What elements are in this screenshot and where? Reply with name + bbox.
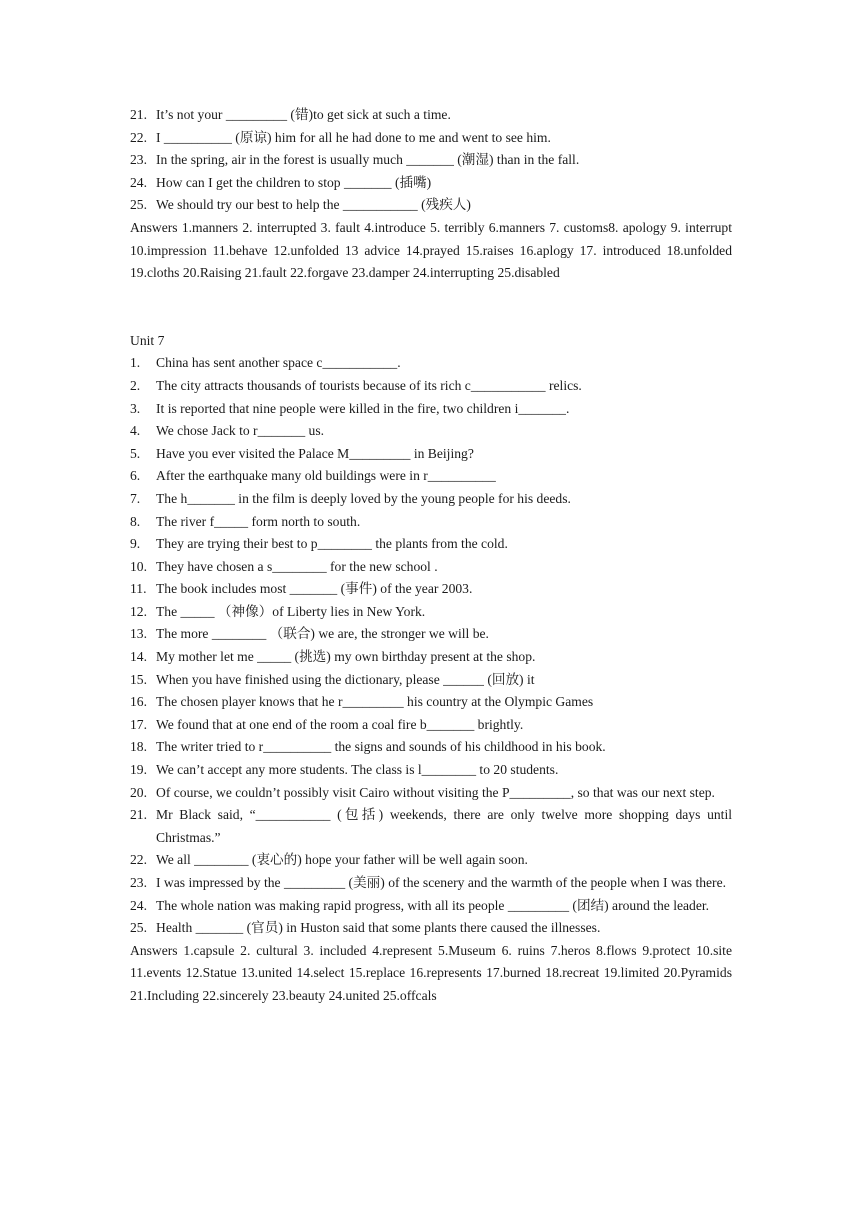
- exercise-number: 10.: [130, 558, 147, 574]
- exercise-item: [130, 578, 732, 601]
- exercise-number: 24.: [130, 897, 147, 913]
- exercise-number: 21.: [130, 807, 147, 823]
- exercise-number: 25.: [130, 197, 147, 213]
- exercise-number: 15.: [130, 671, 147, 687]
- exercise-number: 23.: [130, 875, 147, 890]
- exercise-item: [130, 804, 732, 849]
- exercise-number: 2.: [130, 377, 141, 393]
- exercise-item: [130, 127, 732, 150]
- exercise-item: [130, 895, 732, 918]
- exercise-sentence: It’s not your _________ (错)to get sick at such a time.: [156, 107, 451, 122]
- exercise-sentence: How can I get the children to stop _______ (插嘴): [156, 174, 432, 190]
- exercise-sentence: They have chosen a s________ for the new school .: [156, 558, 438, 574]
- exercise-number: 24.: [130, 174, 147, 190]
- exercise-sentence: The book includes most _______ (事件) of the year 2003.: [156, 581, 473, 597]
- exercise-sentence: We found that at one end of the room a coal fire b_______ brightly.: [156, 716, 524, 732]
- exercise-list-unit6: [130, 104, 732, 217]
- answer-key-unit6: Answers 1.manners 2. interrupted 3. fault 4.introduce 5. terribly 6.manners 7. customs8. apology 9. interrupt 10.impression 11.behave 12.unfolded 13 advice 14.prayed 15.raises 16.aplogy 17. introduced 18.unfolded 19.cloths 20.Raising 21.fault 22.forgave 23.damper 24.interrupting 25.disabled: [130, 219, 732, 281]
- exercise-number: 3.: [130, 400, 141, 416]
- exercise-number: 25.: [130, 920, 147, 936]
- exercise-sentence: The city attracts thousands of tourists because of its rich c___________ relics.: [156, 377, 582, 393]
- exercise-number: 7.: [130, 490, 141, 506]
- exercise-sentence: In the spring, air in the forest is usually much _______ (潮湿) than in the fall.: [156, 152, 580, 168]
- section-spacer: [130, 285, 732, 330]
- answer-key-unit7: Answers 1.capsule 2. cultural 3. included 4.represent 5.Museum 6. ruins 7.heros 8.flows 9.protect 10.site 11.events 12.Statue 13.united 14.select 15.replace 16.represents 17.burned 18.recreat 19.limited 20.Pyramids 21.Including 22.sincerely 23.beauty 24.united 25.offcals: [130, 942, 732, 1003]
- exercise-item: [130, 511, 732, 534]
- exercise-item: [130, 714, 732, 737]
- exercise-sentence: The chosen player knows that he r_________ his country at the Olympic Games: [156, 694, 594, 710]
- exercise-item: [130, 623, 732, 646]
- exercise-item: [130, 488, 732, 511]
- document-page: [130, 104, 732, 1008]
- exercise-number: 17.: [130, 716, 147, 732]
- exercise-number: 8.: [130, 513, 141, 529]
- exercise-item: [130, 352, 732, 375]
- exercise-sentence: Mr Black said, “___________ (包括) weekends, there are only twelve more shopping days until Christmas.”: [156, 807, 732, 845]
- exercise-number: 21.: [130, 107, 147, 122]
- exercise-sentence: My mother let me _____ (挑选) my own birthday present at the shop.: [156, 649, 536, 665]
- exercise-item: [130, 736, 732, 759]
- exercise-sentence: China has sent another space c___________.: [156, 355, 401, 371]
- exercise-item: [130, 646, 732, 669]
- exercise-item: [130, 375, 732, 398]
- exercise-number: 22.: [130, 852, 147, 868]
- exercise-sentence: I __________ (原谅) him for all he had done to me and went to see him.: [156, 129, 551, 145]
- exercise-item: [130, 420, 732, 443]
- exercise-sentence: I was impressed by the _________ (美丽) of the scenery and the warmth of the people when I was there.: [156, 875, 727, 890]
- unit-7-heading: Unit 7: [130, 332, 165, 348]
- exercise-number: 18.: [130, 739, 147, 755]
- exercise-sentence: The more ________ （联合) we are, the stronger we will be.: [156, 626, 489, 642]
- exercise-sentence: Have you ever visited the Palace M_________ in Beijing?: [156, 445, 474, 461]
- exercise-list-unit7: [130, 352, 732, 939]
- exercise-sentence: After the earthquake many old buildings were in r__________: [156, 468, 496, 484]
- exercise-number: 1.: [130, 355, 141, 371]
- exercise-number: 12.: [130, 603, 147, 619]
- exercise-sentence: We should try our best to help the ___________ (残疾人): [156, 197, 471, 213]
- exercise-sentence: The _____ （神像）of Liberty lies in New York.: [156, 603, 426, 619]
- exercise-number: 23.: [130, 152, 147, 168]
- exercise-sentence: The river f_____ form north to south.: [156, 513, 361, 529]
- exercise-sentence: Of course, we couldn’t possibly visit Cairo without visiting the P_________, so that was our next step.: [156, 784, 715, 800]
- exercise-number: 9.: [130, 536, 141, 552]
- exercise-sentence: We chose Jack to r_______ us.: [156, 423, 325, 439]
- exercise-item: [130, 691, 732, 714]
- exercise-sentence: The writer tried to r__________ the signs and sounds of his childhood in his book.: [156, 739, 606, 755]
- exercise-number: 6.: [130, 468, 141, 484]
- exercise-number: 20.: [130, 784, 147, 800]
- exercise-item: [130, 533, 732, 556]
- exercise-number: 13.: [130, 626, 147, 642]
- exercise-number: 14.: [130, 649, 147, 665]
- exercise-item: [130, 782, 732, 805]
- exercise-sentence: When you have finished using the dictionary, please ______ (回放) it: [156, 671, 535, 687]
- exercise-sentence: The h_______ in the film is deeply loved by the young people for his deeds.: [156, 490, 571, 506]
- exercise-item: [130, 104, 732, 127]
- exercise-item: [130, 556, 732, 579]
- exercise-item: [130, 917, 732, 940]
- exercise-sentence: The whole nation was making rapid progress, with all its people _________ (团结) around the leader.: [156, 897, 710, 913]
- exercise-number: 19.: [130, 762, 147, 778]
- exercise-item: [130, 849, 732, 872]
- exercise-number: 4.: [130, 423, 141, 439]
- exercise-sentence: Health _______ (官员) in Huston said that some plants there caused the illnesses.: [156, 920, 601, 936]
- exercise-item: [130, 194, 732, 217]
- exercise-number: 22.: [130, 129, 147, 145]
- exercise-item: [130, 872, 732, 895]
- exercise-number: 5.: [130, 445, 141, 461]
- exercise-item: [130, 669, 732, 692]
- exercise-sentence: They are trying their best to p________ the plants from the cold.: [156, 536, 508, 552]
- exercise-number: 16.: [130, 694, 147, 710]
- exercise-item: [130, 601, 732, 624]
- exercise-sentence: We all ________ (衷心的) hope your father will be well again soon.: [156, 852, 528, 868]
- exercise-item: [130, 172, 732, 195]
- exercise-sentence: It is reported that nine people were killed in the fire, two children i_______.: [156, 400, 570, 416]
- exercise-item: [130, 443, 732, 466]
- exercise-item: [130, 149, 732, 172]
- exercise-sentence: We can’t accept any more students. The class is l________ to 20 students.: [156, 762, 559, 778]
- exercise-number: 11.: [130, 581, 147, 597]
- exercise-item: [130, 759, 732, 782]
- exercise-item: [130, 465, 732, 488]
- exercise-item: [130, 398, 732, 421]
